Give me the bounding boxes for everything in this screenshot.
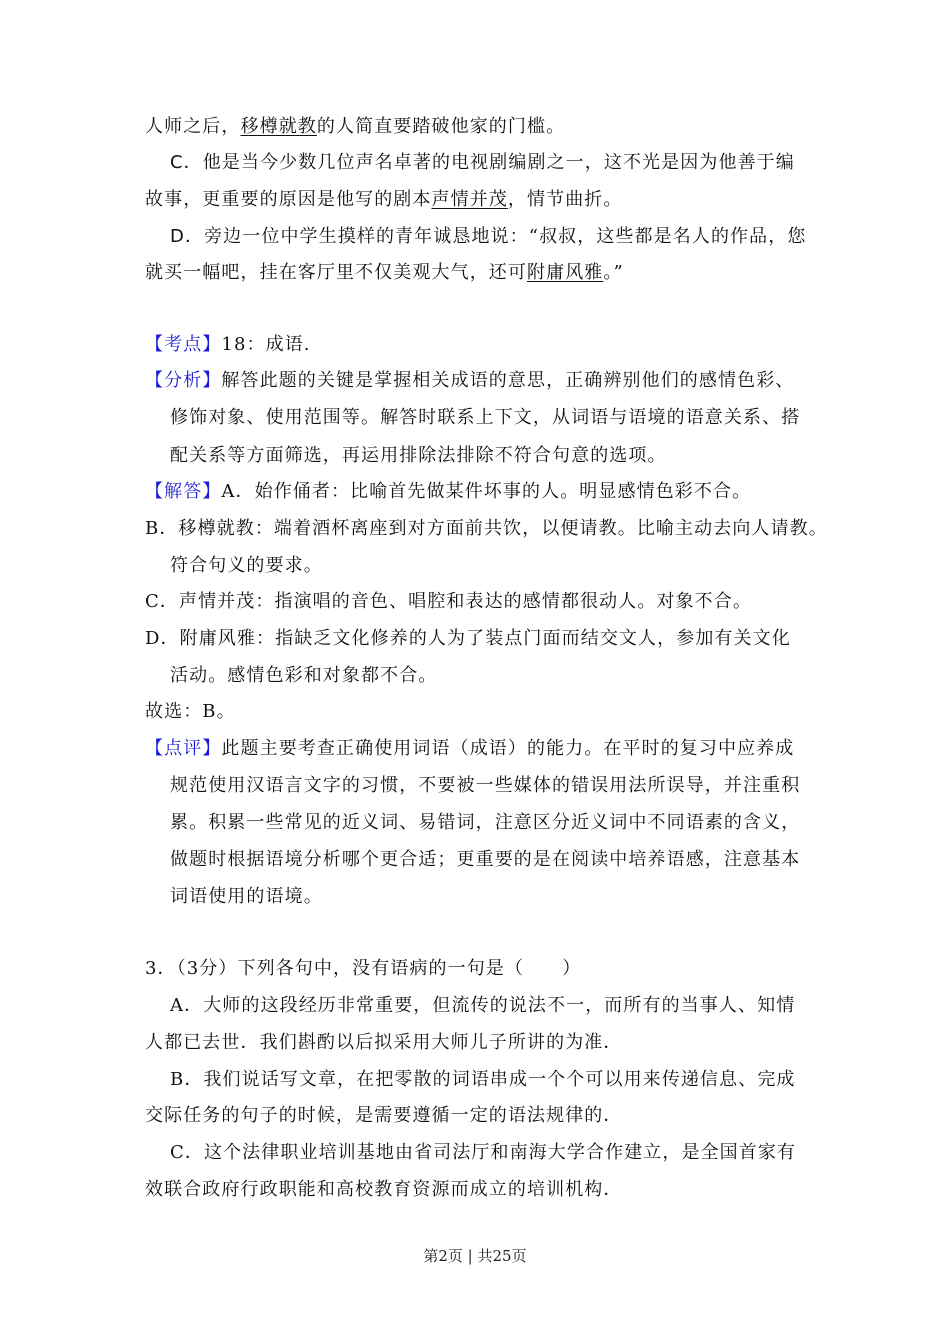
text: ，情节曲折。 [507,189,623,210]
dianping-line: 做题时根据语境分析哪个更合适；更重要的是在阅读中培养语感，注意基本 [170,849,801,870]
q3-option-b-cont: 交际任务的句子的时候，是需要遵循一定的语法规律的． [145,1105,623,1126]
dianping-line: 词语使用的语境。 [170,886,323,907]
option-b-continued [145,116,565,138]
fenxi-line: 配关系等方面筛选，再运用排除法排除不符合句意的选项。 [170,445,667,466]
text: 的人简直要踏破他家的门槛。 [316,116,566,137]
question-3-stem: 3．（3分）下列各句中，没有语病的一句是（ ） [145,958,582,979]
underlined-idiom: 声情并茂 [431,189,508,210]
dianping-line: 规范使用汉语言文字的习惯，不要被一些媒体的错误用法所误导，并注重积 [170,775,801,796]
text: 18：成语. [221,334,311,355]
jieda-c: C．声情并茂：指演唱的音色、唱腔和表达的感情都很动人。对象不合。 [145,591,752,612]
jieda-d-cont: 活动。感情色彩和对象都不合。 [170,665,438,686]
jieda-b: B．移樽就教：端着酒杯离座到对方面前共饮，以便请教。比喻主动去向人请教。 [145,518,828,539]
kaodian-tag: 【考点】 [145,334,222,355]
answer: 故选：B。 [145,701,236,722]
option-d-line1 [170,226,806,248]
text: 旁边一位中学生摸样的青年诚恳地说：“叔叔，这些都是名人的作品，您 [204,226,807,247]
underlined-idiom: 附庸风雅 [527,262,604,283]
kaodian [145,334,311,356]
text: 他是当今少数几位声名卓著的电视剧编剧之一，这不光是因为他善于编 [202,152,795,173]
text: 故事，更重要的原因是他写的剧本 [145,189,432,210]
text: 。” [603,262,624,283]
text: 此题主要考查正确使用词语（成语）的能力。在平时的复习中应养成 [221,738,795,759]
text: 解答此题的关键是掌握相关成语的意思，正确辨别他们的感情色彩、 [221,370,795,391]
jieda [145,481,751,503]
dianping [145,738,794,760]
fenxi [145,370,794,392]
q3-option-a-cont: 人都已去世．我们斟酌以后拟采用大师儿子所讲的为准． [145,1032,623,1053]
option-c-line1 [170,152,795,174]
jieda-tag: 【解答】 [145,481,222,502]
dianping-line: 累。积累一些常见的近义词、易错词，注意区分近义词中不同语素的含义， [170,812,801,833]
option-label: D． [170,226,205,247]
q3-option-b: B．我们说话写文章，在把零散的词语串成一个个可以用来传递信息、完成 [170,1069,796,1090]
text: 就买一幅吧，挂在客厅里不仅美观大气，还可 [145,262,527,283]
option-d-line2 [145,262,624,284]
text: 人师之后， [145,116,241,137]
option-c-line2 [145,189,623,211]
jieda-b-cont: 符合句义的要求。 [170,555,323,576]
underlined-idiom: 移樽就教 [240,116,317,137]
option-label: C． [170,152,203,173]
page-footer: 第2页 | 共25页 [423,1247,527,1265]
dianping-tag: 【点评】 [145,738,222,759]
q3-option-c: C．这个法律职业培训基地由省司法厅和南海大学合作建立，是全国首家有 [170,1142,797,1163]
fenxi-tag: 【分析】 [145,370,222,391]
text: A．始作俑者：比喻首先做某件坏事的人。明显感情色彩不合。 [221,481,752,502]
q3-option-a: A．大师的这段经历非常重要，但流传的说法不一，而所有的当事人、知情 [170,995,796,1016]
jieda-d: D．附庸风雅：指缺乏文化修养的人为了装点门面而结交文人，参加有关文化 [145,628,791,649]
fenxi-line: 修饰对象、使用范围等。解答时联系上下文，从词语与语境的语意关系、搭 [170,407,801,428]
q3-option-c-cont: 效联合政府行政职能和高校教育资源而成立的培训机构． [145,1179,623,1200]
